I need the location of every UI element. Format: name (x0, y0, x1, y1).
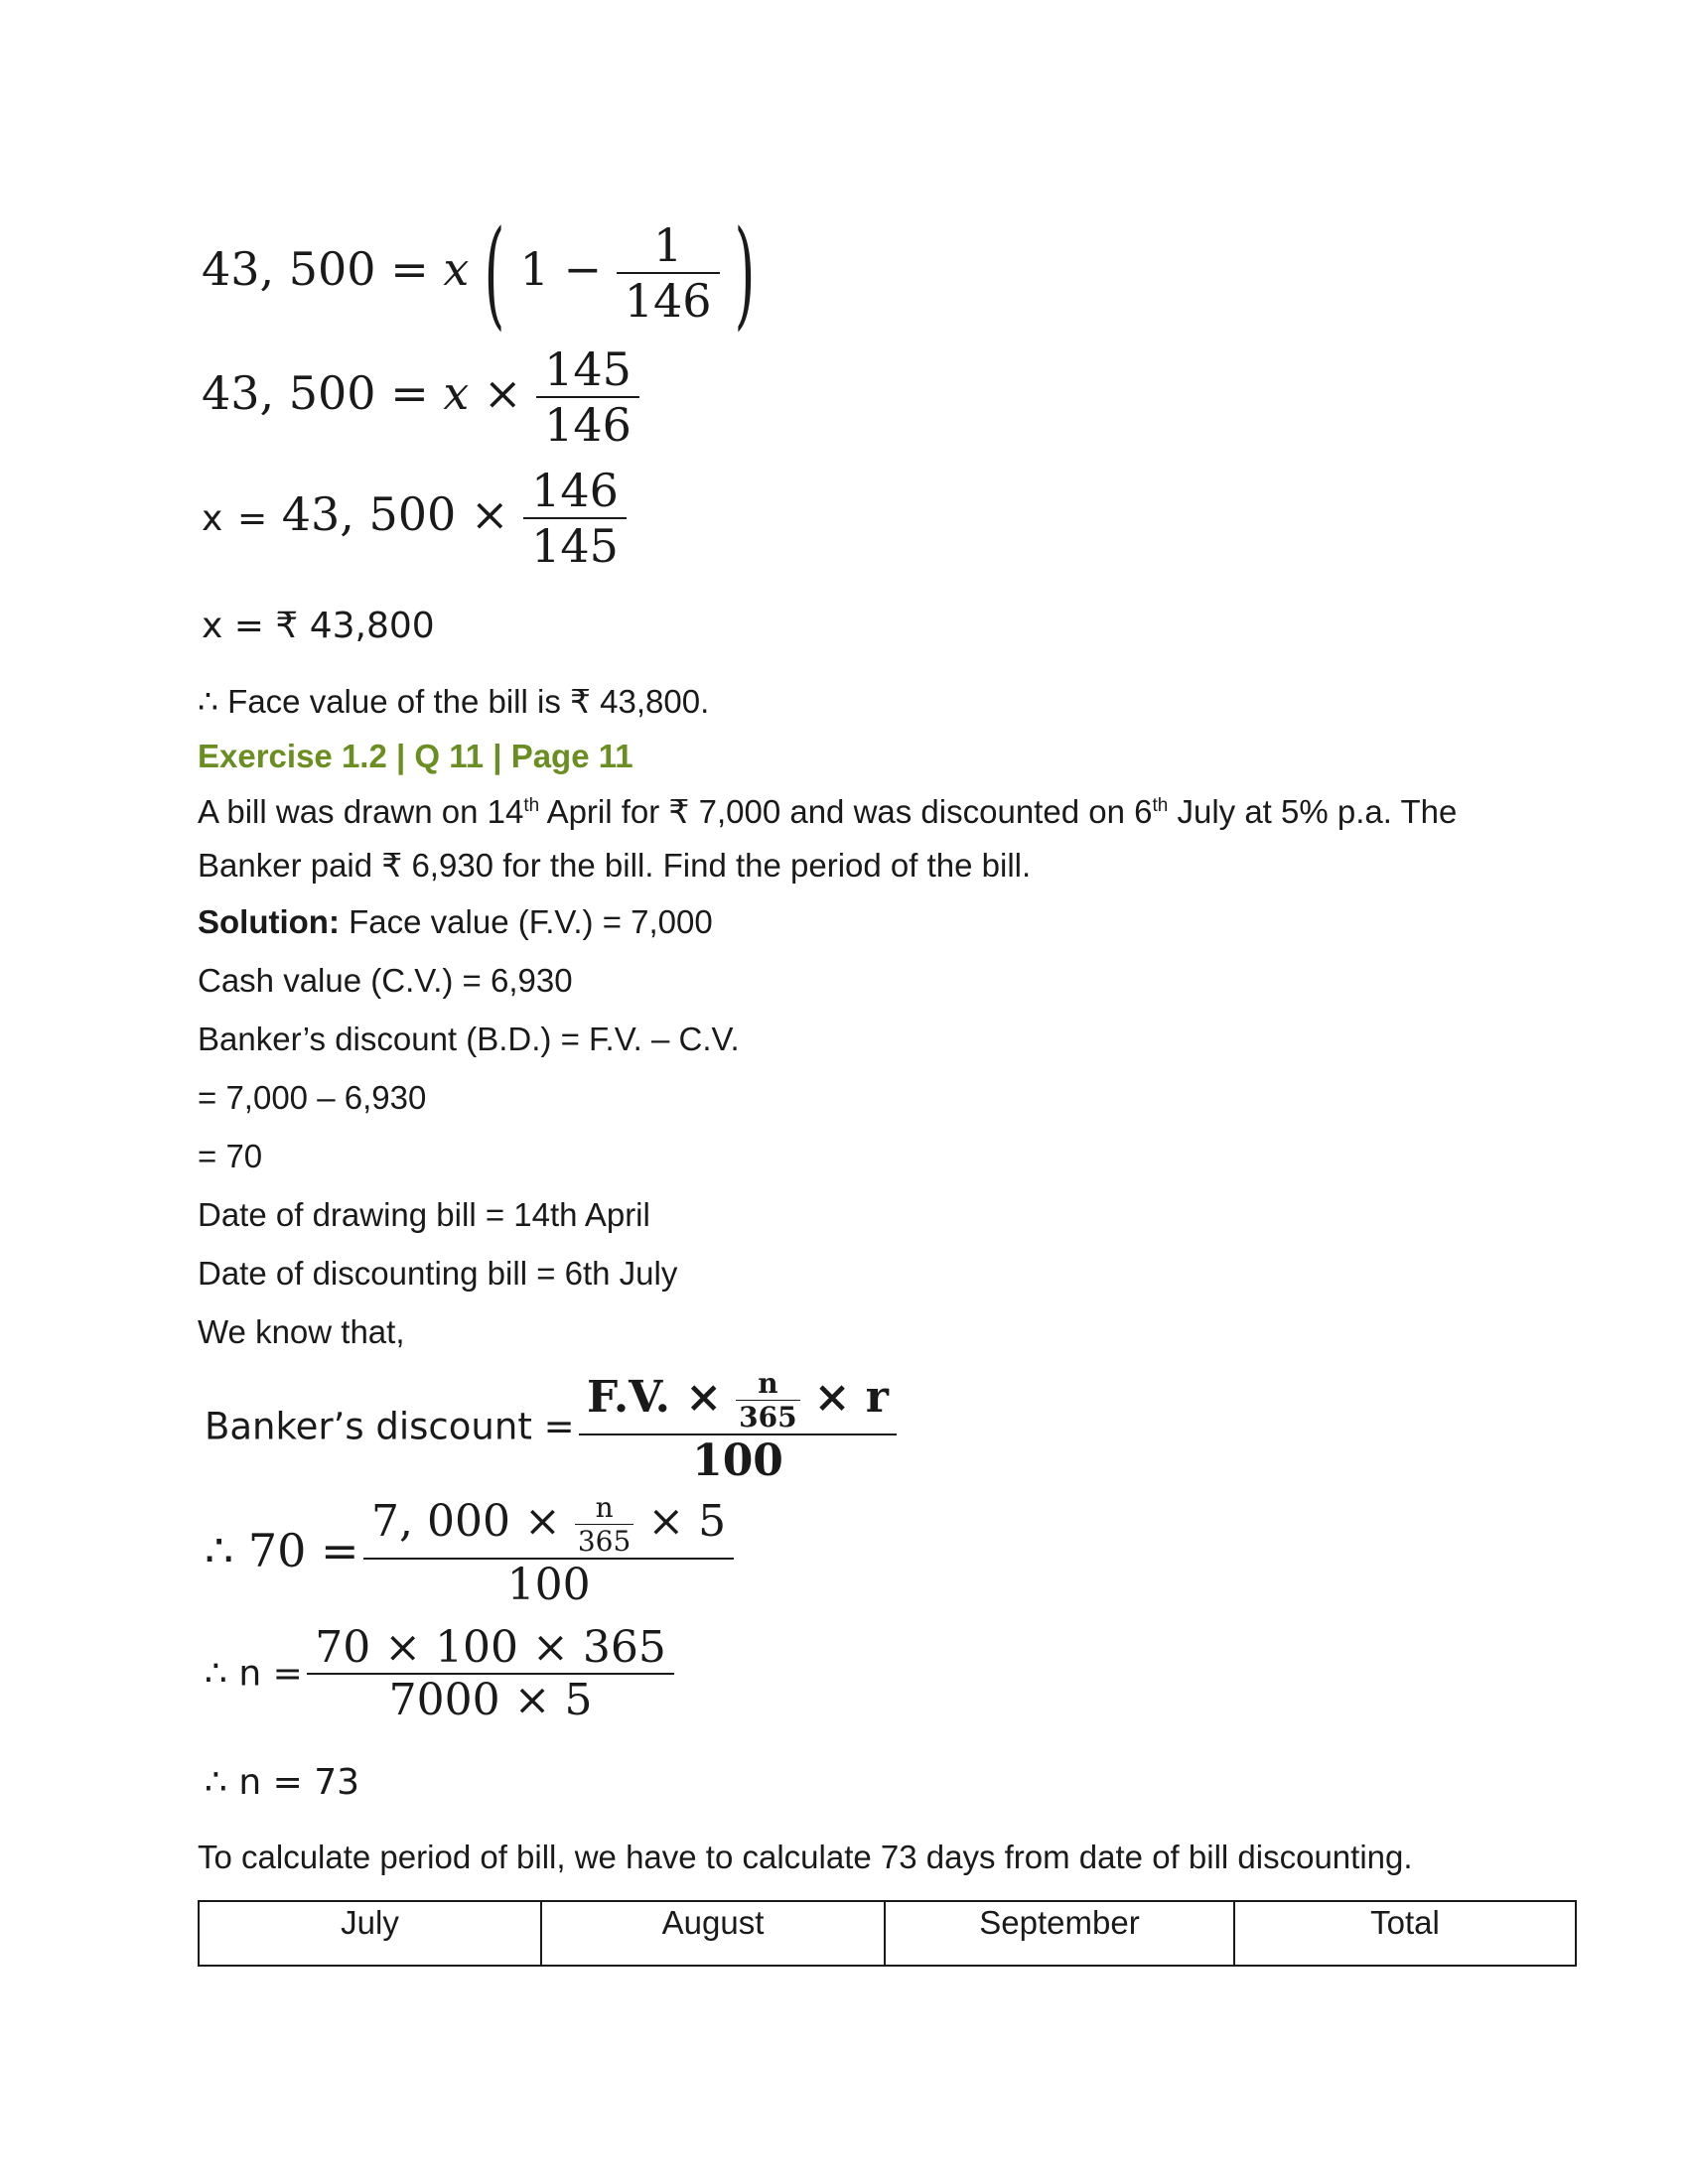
equation-2 (202, 342, 639, 452)
step1-denominator: 100 (506, 1560, 591, 1610)
eq1-numerator: 1 (617, 218, 720, 274)
eq2-lhs: 43, 500 (202, 366, 376, 420)
question-text-c: July at 5% p.a. The (1168, 793, 1458, 830)
question-text-a: A bill was drawn on 14 (198, 793, 524, 830)
question-text-b: April for ₹ 7,000 and was discounted on 6 (539, 793, 1153, 830)
closing-text: To calculate period of bill, we have to calculate 73 days from date of bill discounting. (198, 1839, 1413, 1875)
step-3-result: ∴ n = 73 (205, 1762, 360, 1803)
eq1-one: 1 (519, 242, 549, 296)
eq3-fraction (523, 464, 627, 573)
solution-line-1 (198, 903, 713, 941)
step1-fraction (363, 1491, 734, 1610)
step2-lhs: ∴ n = (205, 1653, 303, 1695)
table-header-july: July (199, 1901, 541, 1966)
step1-num-a: 7, 000 × (371, 1496, 561, 1547)
solution-we-know: We know that, (198, 1313, 405, 1350)
step1-inner-fraction (575, 1491, 633, 1558)
question-line-2: Banker paid ₹ 6,930 for the bill. Find the period of the bill. (198, 847, 1032, 884)
step1-inner-numerator: n (575, 1491, 633, 1525)
eq2-fraction (536, 342, 639, 452)
solution-face-value: Face value (F.V.) = 7,000 (339, 903, 713, 940)
equation-4: x = ₹ 43,800 (202, 606, 435, 646)
solution-discounting-date: Date of discounting bill = 6th July (198, 1255, 678, 1292)
solution-cash-value: Cash value (C.V.) = 6,930 (198, 962, 573, 999)
bankers-discount-formula (205, 1367, 897, 1486)
eq3-equals: = (236, 498, 268, 539)
step1-lhs: ∴ 70 = (205, 1524, 359, 1577)
step-2-equation (205, 1622, 674, 1725)
eq3-numerator: 146 (523, 464, 627, 519)
solution-subtraction: = 7,000 – 6,930 (198, 1079, 427, 1116)
formula-fraction (579, 1367, 897, 1486)
formula-num-b: × r (813, 1372, 889, 1423)
eq1-paren-left: ( (484, 205, 505, 341)
step1-num-b: × 5 (647, 1496, 727, 1547)
table-header-august: August (541, 1901, 885, 1966)
formula-lhs: Banker’s discount = (205, 1405, 575, 1448)
equation-1 (202, 205, 756, 341)
eq1-equals: = (390, 242, 429, 296)
solution-drawing-date: Date of drawing bill = 14th April (198, 1196, 650, 1233)
face-value-conclusion: ∴ Face value of the bill is ₹ 43,800. (198, 683, 710, 720)
question-line-1 (198, 792, 1457, 831)
eq1-var: x (443, 242, 470, 296)
eq1-denominator: 146 (624, 274, 712, 328)
solution-bankers-discount: Banker’s discount (B.D.) = F.V. – C.V. (198, 1021, 740, 1057)
eq3-lhs-var: x (202, 498, 223, 539)
question-sup-1: th (523, 795, 540, 816)
eq1-minus: − (563, 242, 603, 296)
step2-denominator: 7000 × 5 (388, 1675, 593, 1725)
eq1-lhs: 43, 500 (202, 242, 376, 296)
eq2-equals: = (390, 366, 429, 420)
table-header-row (199, 1901, 1576, 1966)
eq2-numerator: 145 (536, 342, 639, 398)
months-table (198, 1900, 1577, 1967)
formula-inner-fraction (736, 1367, 799, 1433)
formula-num-a: F.V. × (587, 1372, 723, 1423)
eq3-denominator: 145 (531, 519, 619, 573)
solution-result-70: = 70 (198, 1138, 263, 1174)
eq2-times: × (483, 366, 522, 420)
formula-denominator: 100 (692, 1435, 783, 1486)
formula-inner-numerator: n (736, 1367, 799, 1401)
eq1-fraction (617, 218, 720, 328)
step2-fraction (307, 1622, 674, 1725)
table-header-total: Total (1234, 1901, 1576, 1966)
solution-label: Solution: (198, 903, 340, 940)
step1-inner-denominator: 365 (577, 1525, 632, 1558)
eq1-paren-right: ) (734, 205, 756, 341)
step2-numerator: 70 × 100 × 365 (307, 1622, 674, 1675)
exercise-heading: Exercise 1.2 | Q 11 | Page 11 (198, 738, 633, 774)
eq3-rhs: 43, 500 (281, 487, 457, 541)
eq3-times: × (470, 487, 509, 541)
formula-inner-denominator: 365 (739, 1401, 797, 1433)
step1-numerator (363, 1491, 734, 1560)
table-header-september: September (885, 1901, 1234, 1966)
step-1-equation (205, 1491, 734, 1610)
formula-numerator (579, 1367, 897, 1435)
equation-3 (202, 464, 627, 573)
eq2-var: x (443, 366, 470, 420)
question-sup-2: th (1152, 795, 1169, 816)
eq2-denominator: 146 (544, 398, 632, 452)
